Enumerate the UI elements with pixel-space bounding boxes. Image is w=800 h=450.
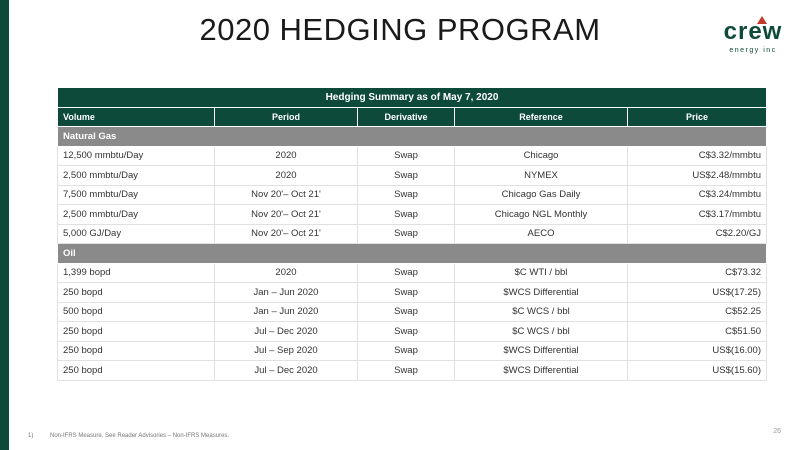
cell-price: US$(17.25) [628,283,767,303]
cell-reference: Chicago [455,146,628,166]
cell-price: US$(16.00) [628,341,767,361]
footnote-text: Non-IFRS Measure. See Reader Advisories – Non-IFRS Measures. [50,433,230,439]
cell-volume: 250 bopd [58,283,215,303]
section-label: Natural Gas [58,127,767,147]
cell-period: 2020 [215,146,358,166]
cell-derivative: Swap [358,205,455,225]
cell-volume: 250 bopd [58,322,215,342]
cell-period: Jul – Sep 2020 [215,341,358,361]
cell-reference: $WCS Differential [455,283,628,303]
cell-price: C$52.25 [628,302,767,322]
cell-reference: $WCS Differential [455,361,628,381]
table-row [58,205,767,225]
cell-volume: 500 bopd [58,302,215,322]
cell-reference: $C WCS / bbl [455,302,628,322]
hedging-summary-table [57,87,767,381]
cell-period: Jan – Jun 2020 [215,283,358,303]
cell-derivative: Swap [358,322,455,342]
cell-price: C$73.32 [628,263,767,283]
table-row [58,263,767,283]
table-caption: Hedging Summary as of May 7, 2020 [58,88,767,108]
cell-derivative: Swap [358,283,455,303]
cell-price: C$2.20/GJ [628,224,767,244]
cell-period: 2020 [215,263,358,283]
company-logo [718,16,788,62]
table-body [58,127,767,381]
cell-price: C$51.50 [628,322,767,342]
cell-volume: 5,000 GJ/Day [58,224,215,244]
cell-period: Nov 20'– Oct 21' [215,224,358,244]
col-header-period: Period [215,107,358,127]
cell-derivative: Swap [358,166,455,186]
cell-price: US$2.48/mmbtu [628,166,767,186]
footnote [28,433,229,439]
table-row [58,166,767,186]
page-title: 2020 HEDGING PROGRAM [199,12,601,47]
cell-volume: 1,399 bopd [58,263,215,283]
cell-reference: Chicago Gas Daily [455,185,628,205]
table-row [58,322,767,342]
cell-price: C$3.24/mmbtu [628,185,767,205]
col-header-volume: Volume [58,107,215,127]
cell-derivative: Swap [358,302,455,322]
section-row [58,127,767,147]
logo-subtitle: energy inc [729,47,777,54]
col-header-price: Price [628,107,767,127]
cell-reference: $WCS Differential [455,341,628,361]
cell-reference: $C WTI / bbl [455,263,628,283]
cell-reference: $C WCS / bbl [455,322,628,342]
cell-period: Nov 20'– Oct 21' [215,185,358,205]
section-row [58,244,767,264]
cell-volume: 12,500 mmbtu/Day [58,146,215,166]
cell-period: Jan – Jun 2020 [215,302,358,322]
cell-volume: 250 bopd [58,361,215,381]
cell-derivative: Swap [358,341,455,361]
table-row [58,224,767,244]
cell-reference: Chicago NGL Monthly [455,205,628,225]
cell-price: C$3.17/mmbtu [628,205,767,225]
cell-period: Jul – Dec 2020 [215,361,358,381]
cell-period: Nov 20'– Oct 21' [215,205,358,225]
table-row [58,302,767,322]
col-header-derivative: Derivative [358,107,455,127]
cell-period: Jul – Dec 2020 [215,322,358,342]
table-row [58,146,767,166]
page-number: 26 [773,428,781,435]
cell-period: 2020 [215,166,358,186]
cell-derivative: Swap [358,146,455,166]
cell-price: US$(15.60) [628,361,767,381]
col-header-reference: Reference [455,107,628,127]
logo-wordmark: crew [723,18,783,45]
cell-derivative: Swap [358,263,455,283]
table-row [58,341,767,361]
cell-derivative: Swap [358,361,455,381]
cell-derivative: Swap [358,185,455,205]
table-row [58,283,767,303]
cell-volume: 250 bopd [58,341,215,361]
footnote-number: 1) [28,433,34,439]
table-row [58,361,767,381]
section-label: Oil [58,244,767,264]
cell-price: C$3.32/mmbtu [628,146,767,166]
cell-reference: AECO [455,224,628,244]
cell-volume: 2,500 mmbtu/Day [58,205,215,225]
left-accent-bar [0,0,9,450]
cell-volume: 2,500 mmbtu/Day [58,166,215,186]
cell-volume: 7,500 mmbtu/Day [58,185,215,205]
cell-derivative: Swap [358,224,455,244]
table-row [58,185,767,205]
cell-reference: NYMEX [455,166,628,186]
